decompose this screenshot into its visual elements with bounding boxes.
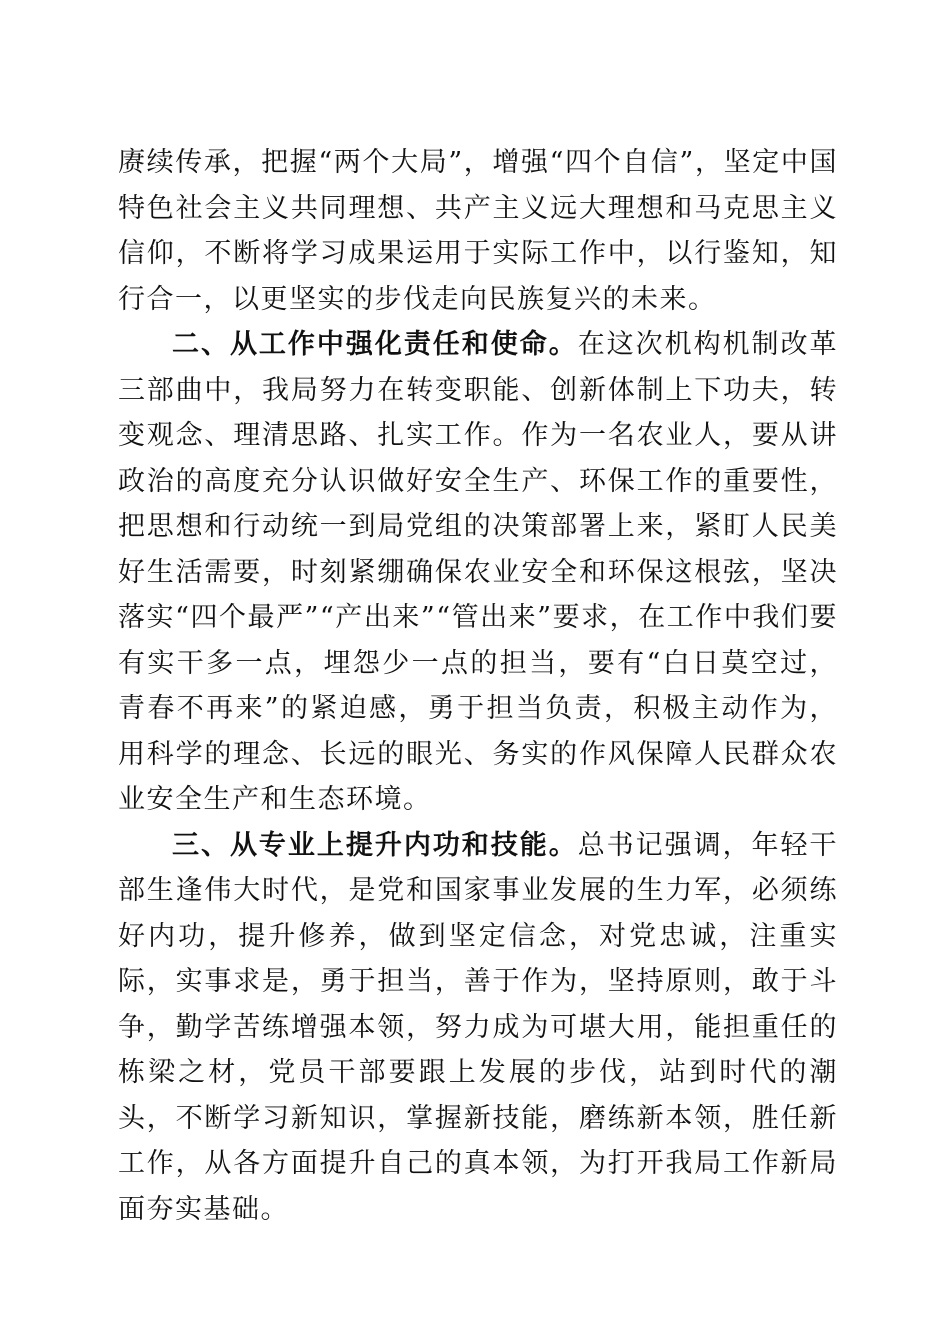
paragraph-section-2	[118, 322, 838, 823]
section-2-heading: 二、从工作中强化责任和使命。	[172, 329, 578, 360]
paragraph-continuation: 赓续传承，把握“两个大局”，增强“四个自信”，坚定中国特色社会主义共同理想、共产主义远大理想和马克思主义信仰，不断将学习成果运用于实际工作中，以行鉴知，知行合一，以更坚实的步伐走向民族复兴的未来。	[118, 147, 838, 315]
section-2-body: 在这次机构机制改革三部曲中，我局努力在转变职能、创新体制上下功夫，转变观念、理清思路、扎实工作。作为一名农业人，要从讲政治的高度充分认识做好安全生产、环保工作的重要性，把思想和行动统一到局党组的决策部署上来，紧盯人民美好生活需要，时刻紧绷确保农业安全和环保这根弦，坚决落实“四个最严”“产出来”“管出来”要求，在工作中我们要有实干多一点，埋怨少一点的担当，要有“白日莫空过，青春不再来”的紧迫感，勇于担当负责，积极主动作为，用科学的理念、长远的眼光、务实的作风保障人民群众农业安全生产和生态环境。	[118, 329, 839, 815]
paragraph-section-3	[118, 823, 838, 1233]
document-body	[118, 140, 838, 1232]
section-3-heading: 三、从专业上提升内功和技能。	[172, 829, 578, 861]
section-3-body: 总书记强调，年轻干部生逢伟大时代，是党和国家事业发展的生力军，必须练好内功，提升修养，做到坚定信念，对党忠诚，注重实际，实事求是，勇于担当，善于作为，坚持原则，敢于斗争，勤学苦练增强本领，努力成为可堪大用，能担重任的栋梁之材，党员干部要跟上发展的步伐，站到时代的潮头，不断学习新知识，掌握新技能，磨练新本领，胜任新工作，从各方面提升自己的真本领，为打开我局工作新局面夯实基础。	[118, 829, 839, 1225]
